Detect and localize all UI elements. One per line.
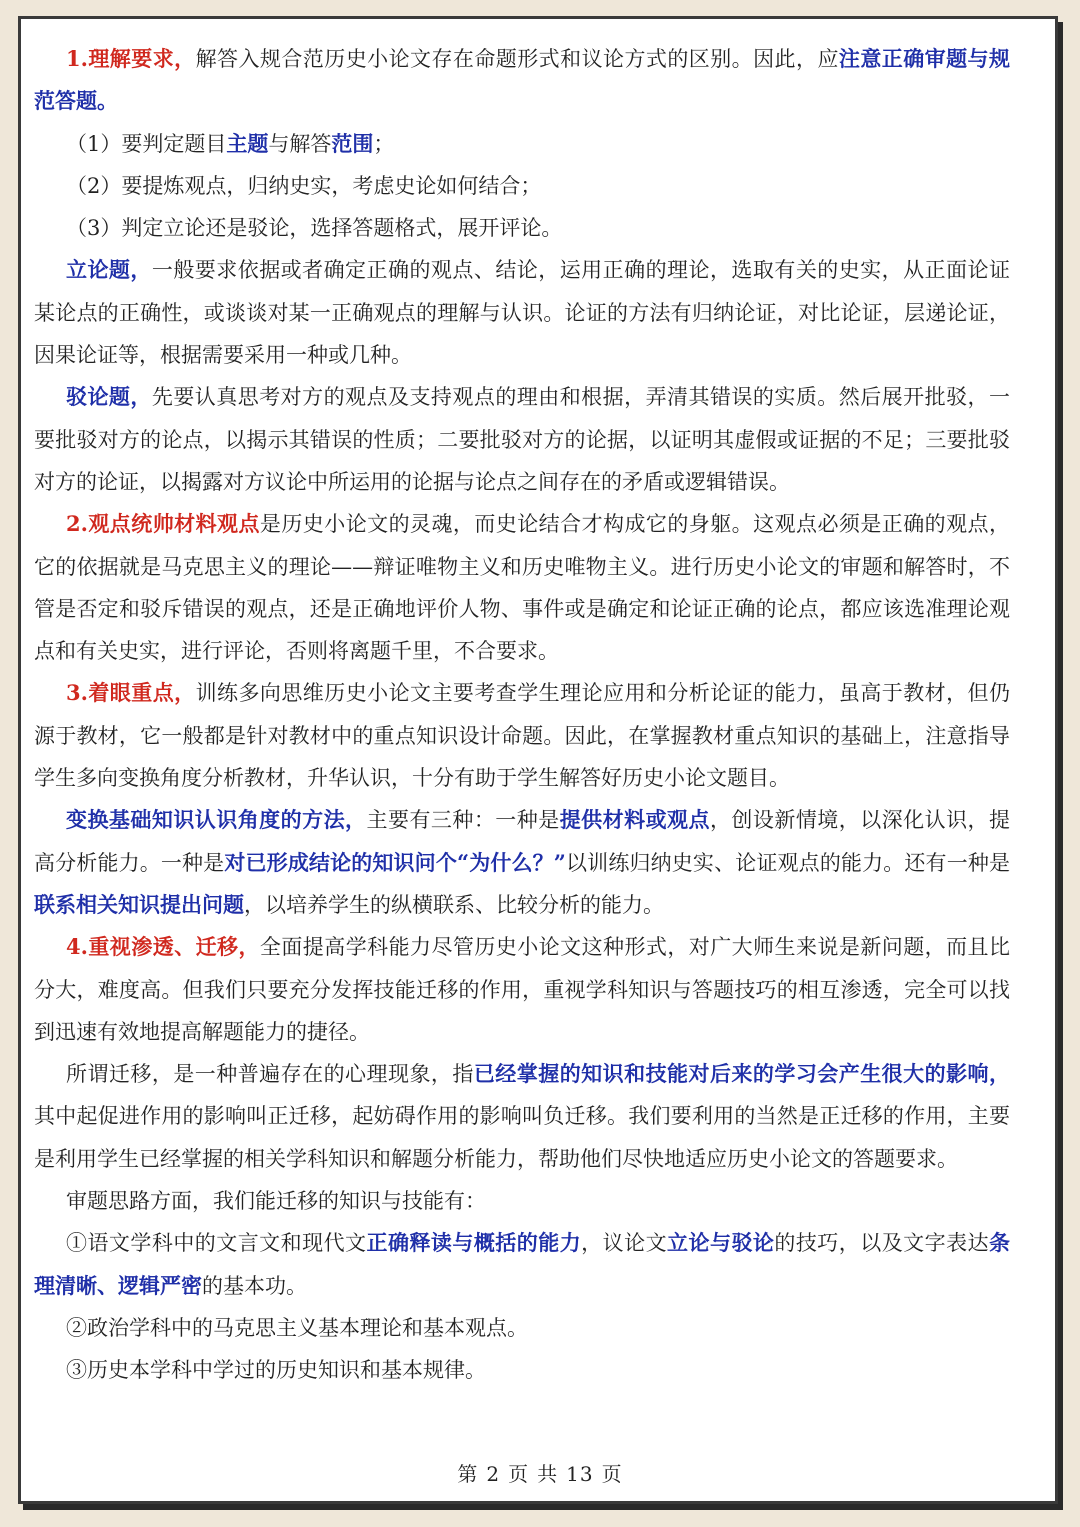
shenti-item-1-emphasis-2: 立论与驳论 <box>667 1230 775 1256</box>
qianyi-emphasis: 已经掌握的知识和技能对后来的学习会产生很大的影响， <box>473 1061 1011 1087</box>
section-1-paragraph <box>34 38 1010 123</box>
footer-gong: 共 <box>537 1462 559 1486</box>
list-item-1-text-a: （1）要判定题目 <box>66 131 227 156</box>
bianhuan-text-1: 主要有三种：一种是 <box>366 808 560 833</box>
bianhuan-heading: 变换基础知识认识角度的方法， <box>66 807 367 833</box>
qianyi-paragraph <box>34 1053 1010 1180</box>
shenti-intro: 审题思路方面，我们能迁移的知识与技能有： <box>66 1189 486 1214</box>
bianhuan-emphasis-3: 联系相关知识提出问题 <box>34 891 244 917</box>
section-2-paragraph <box>34 503 1010 672</box>
list-item-2: （2）要提炼观点，归纳史实，考虑史论如何结合； <box>66 173 542 198</box>
shenti-item-1 <box>34 1222 1010 1307</box>
shenti-item-2: ②政治学科中的马克思主义基本理论和基本观点。 <box>66 1315 528 1340</box>
list-item-1-text-e: ； <box>373 131 395 156</box>
shenti-item-3: ③历史本学科中学过的历史知识和基本规律。 <box>66 1358 486 1383</box>
bianhuan-paragraph <box>34 799 1010 926</box>
section-1-emphasis: 注意正确审题与规范答题。 <box>34 46 1010 114</box>
bianhuan-text-3: 以训练归纳史实、论证观点的能力。还有一种是 <box>565 850 1011 875</box>
section-3-paragraph <box>34 672 1010 799</box>
qianyi-text-2: 其中起促进作用的影响叫正迁移，起妨碍作用的影响叫负迁移。我们要利用的当然是正迁移的作用，主要是利用学生已经掌握的相关学科知识和解题分析能力，帮助他们尽快地适应历史小论文的答题要求。 <box>34 1104 1010 1171</box>
footer-di: 第 <box>457 1462 479 1486</box>
section-1-text: 解答入规合范历史小论文存在命题形式和议论方式的区别。因此，应 <box>195 47 839 71</box>
shenti-item-1-text-2: ，议论文 <box>581 1231 668 1256</box>
bianhuan-emphasis-2: 对已形成结论的知识问个“为什么？” <box>224 849 566 875</box>
qianyi-text-1: 所谓迁移，是一种普遍存在的心理现象，指 <box>66 1062 474 1087</box>
shenti-item-1-emphasis-3: 条理清晰、逻辑严密 <box>34 1230 1011 1298</box>
lilun-heading: 立论题， <box>66 257 152 283</box>
list-item-1-emphasis-theme: 主题 <box>226 130 269 156</box>
section-4-paragraph <box>34 926 1010 1053</box>
list-item-1-emphasis-scope: 范围 <box>331 130 374 156</box>
section-3-heading: 3.着眼重点， <box>66 680 196 706</box>
footer-total-pages: 13 <box>566 1462 594 1486</box>
shenti-item-1-text-4: 的基本功。 <box>202 1273 307 1298</box>
shenti-item-1-text-3: 的技巧，以及文字表达 <box>774 1231 990 1256</box>
lilun-text: 一般要求依据或者确定正确的观点、结论，运用正确的理论，选取有关的史实，从正面论证某论点的正确性，或谈谈对某一正确观点的理解与认识。论证的方法有归纳论证，对比论证，层递论证，因果论证等，根据需要采用一种或几种。 <box>34 258 1011 368</box>
shenti-item-1-text-1: ①语文学科中的文言文和现代文 <box>66 1231 367 1256</box>
section-4-text: 全面提高学科能力尽管历史小论文这种形式，对广大师生来说是新问题，而且比分大，难度高。但我们只要充分发挥技能迁移的作用，重视学科知识与答题技巧的相互渗透，完全可以找到迅速有效地提高解题能力的捷径。 <box>34 935 1010 1044</box>
footer-page-number: 2 <box>486 1462 501 1486</box>
page-footer <box>0 1458 1080 1487</box>
bolun-heading: 驳论题， <box>66 384 152 410</box>
document-body <box>34 38 1010 1392</box>
bianhuan-emphasis-1: 提供材料或观点 <box>559 807 710 833</box>
footer-ye2: 页 <box>601 1462 623 1486</box>
section-2-text: 是历史小论文的灵魂，而史论结合才构成它的身躯。这观点必须是正确的观点，它的依据就是马克思主义的理论——辩证唯物主义和历史唯物主义。进行历史小论文的审题和解答时，不管是否定和驳斥错误的观点，还是正确地评价人物、事件或是确定和论证正确的论点，都应该选准理论观点和有关史实，进行评论，否则将离题千里，不合要求。 <box>34 512 1010 664</box>
section-3-text: 训练多向思维历史小论文主要考查学生理论应用和分析论证的能力，虽高于教材，但仍源于教材，它一般都是针对教材中的重点知识设计命题。因此，在掌握教材重点知识的基础上，注意指导学生多向变换角度分析教材，升华认识，十分有助于学生解答好历史小论文题目。 <box>34 681 1010 791</box>
section-1-heading: 1.理解要求， <box>66 46 196 71</box>
bianhuan-text-2: ，创设新情境，以深化认识，提高分析能力。一种是 <box>34 808 1011 875</box>
section-4-heading: 4.重视渗透、迁移， <box>66 934 260 960</box>
footer-ye: 页 <box>508 1462 530 1486</box>
bolun-paragraph <box>34 376 1010 503</box>
lilun-paragraph <box>34 249 1010 376</box>
bianhuan-text-4: ，以培养学生的纵横联系、比较分析的能力。 <box>244 892 664 917</box>
list-item-1-text-c: 与解答 <box>268 131 332 156</box>
list-item-1 <box>34 123 1010 165</box>
shenti-item-1-emphasis-1: 正确释读与概括的能力 <box>366 1230 582 1256</box>
section-2-heading: 2.观点统帅材料观点 <box>66 511 260 537</box>
list-item-3: （3）判定立论还是驳论，选择答题格式，展开评论。 <box>66 216 563 241</box>
bolun-text: 先要认真思考对方的观点及支持观点的理由和根据，弄清其错误的实质。然后展开批驳，一要批驳对方的论点，以揭示其错误的性质；二要批驳对方的论据，以证明其虚假或证据的不足；三要批驳对方的论证，以揭露对方议论中所运用的论据与论点之间存在的矛盾或逻辑错误。 <box>34 385 1011 494</box>
